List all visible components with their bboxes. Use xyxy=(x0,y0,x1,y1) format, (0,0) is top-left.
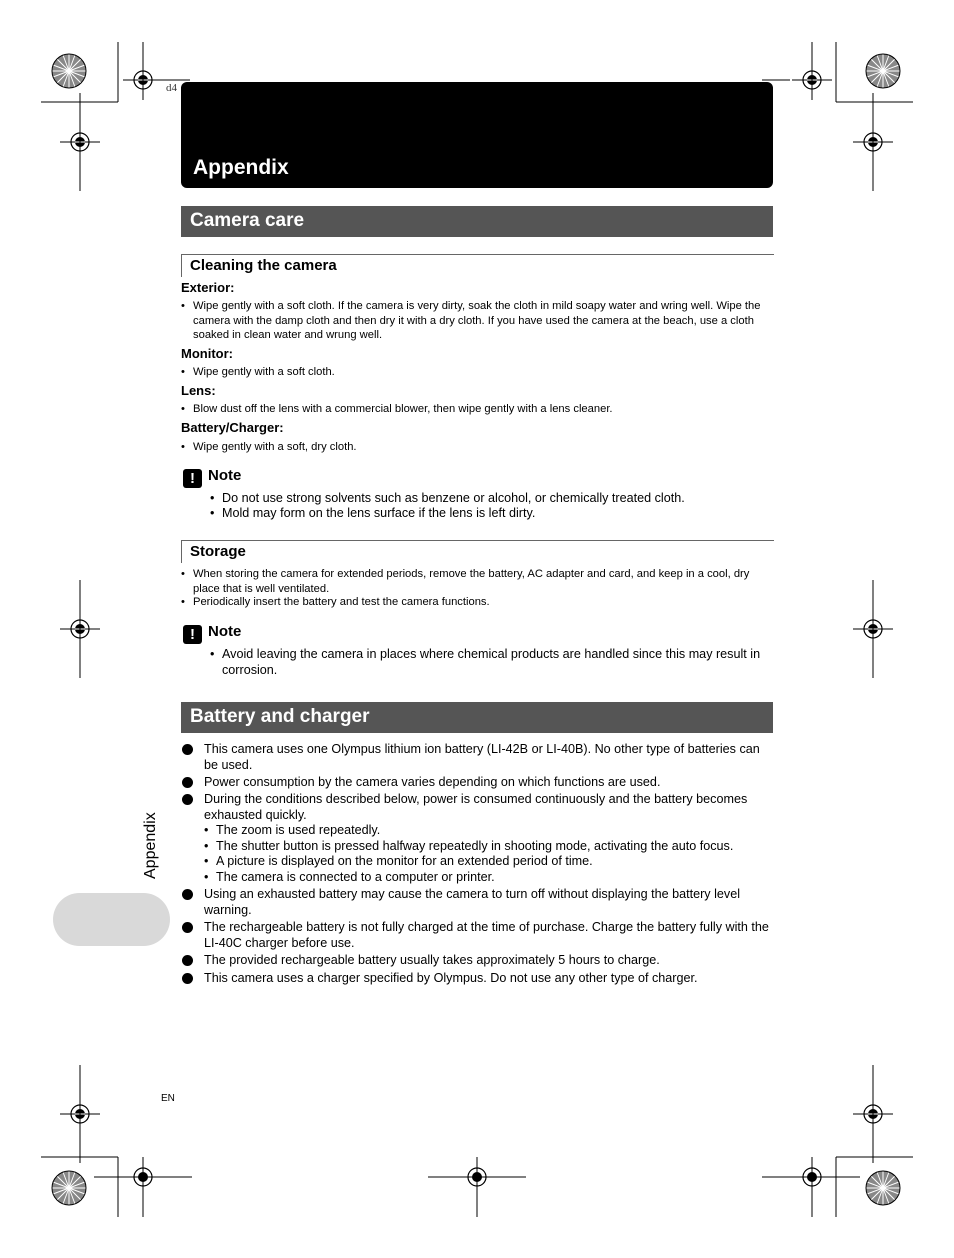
battery-item: During the conditions described below, power is consumed continuously and the battery becomes exhausted quickly. xyxy=(181,792,773,824)
battery-item: The provided rechargeable battery usually takes approximately 5 hours to charge. xyxy=(181,953,773,969)
battery-charger-label: Battery/Charger: xyxy=(181,420,284,435)
page-title: Appendix xyxy=(193,156,289,179)
side-tab-label: Appendix xyxy=(142,812,159,879)
monitor-label: Monitor: xyxy=(181,346,233,361)
battery-item: This camera uses one Olympus lithium ion battery (LI-42B or LI-40B). No other type of batteries can be used. xyxy=(181,742,773,774)
note-item: • Do not use strong solvents such as benzene or alcohol, or chemically treated cloth. xyxy=(210,491,773,507)
note-item: • Avoid leaving the camera in places where chemical products are handled since this may result in corrosion. xyxy=(210,647,773,678)
storage-item: • Periodically insert the battery and test the camera functions. xyxy=(181,595,773,610)
warning-icon: ! xyxy=(183,625,202,644)
doc-id: d4 xyxy=(166,82,177,94)
section-camera-care xyxy=(181,206,773,237)
battery-sub-item: • The camera is connected to a computer or printer. xyxy=(204,870,773,886)
side-tab xyxy=(53,893,170,946)
note-title: Note xyxy=(208,467,242,484)
section-title: Camera care xyxy=(190,210,305,231)
battery-sub-item: • The zoom is used repeatedly. xyxy=(204,823,773,839)
battery-item: Power consumption by the camera varies depending on which functions are used. xyxy=(181,775,773,791)
battery-item: The rechargeable battery is not fully charged at the time of purchase. Charge the battery fully with the LI-40C charger before use. xyxy=(181,920,773,952)
page-header xyxy=(181,82,773,188)
note-item: • Mold may form on the lens surface if the lens is left dirty. xyxy=(210,506,773,522)
section-title: Battery and charger xyxy=(190,706,370,727)
subsection-title: Cleaning the camera xyxy=(190,257,337,274)
subsection-cleaning xyxy=(181,254,774,277)
battery-item: Using an exhausted battery may cause the camera to turn off without displaying the battery level warning. xyxy=(181,887,773,919)
note-heading xyxy=(183,623,241,644)
battery-sub-item: • A picture is displayed on the monitor for an extended period of time. xyxy=(204,854,773,870)
language-label: EN xyxy=(161,1093,175,1104)
subsection-title: Storage xyxy=(190,543,246,560)
exterior-text: • Wipe gently with a soft cloth. If the camera is very dirty, soak the cloth in mild soapy water and wring well. Wipe the camera with the damp cloth and then dry it with a dry cloth. If you have used the camera at the beach, use a cloth soaked in clean water and wrung well. xyxy=(181,299,773,343)
battery-charger-text: • Wipe gently with a soft, dry cloth. xyxy=(181,440,773,455)
lens-label: Lens: xyxy=(181,383,216,398)
monitor-text: • Wipe gently with a soft cloth. xyxy=(181,365,773,380)
exterior-label: Exterior: xyxy=(181,280,235,295)
note-heading xyxy=(183,467,241,488)
subsection-storage xyxy=(181,540,774,563)
warning-icon: ! xyxy=(183,469,202,488)
battery-sub-item: • The shutter button is pressed halfway repeatedly in shooting mode, activating the auto focus. xyxy=(204,839,773,855)
note-title: Note xyxy=(208,623,242,640)
lens-text: • Blow dust off the lens with a commercial blower, then wipe gently with a lens cleaner. xyxy=(181,402,773,417)
battery-item: This camera uses a charger specified by Olympus. Do not use any other type of charger. xyxy=(181,971,773,987)
storage-item: • When storing the camera for extended periods, remove the battery, AC adapter and card, and keep in a cool, dry place that is well ventilated. xyxy=(181,567,773,596)
section-battery-charger xyxy=(181,702,773,733)
